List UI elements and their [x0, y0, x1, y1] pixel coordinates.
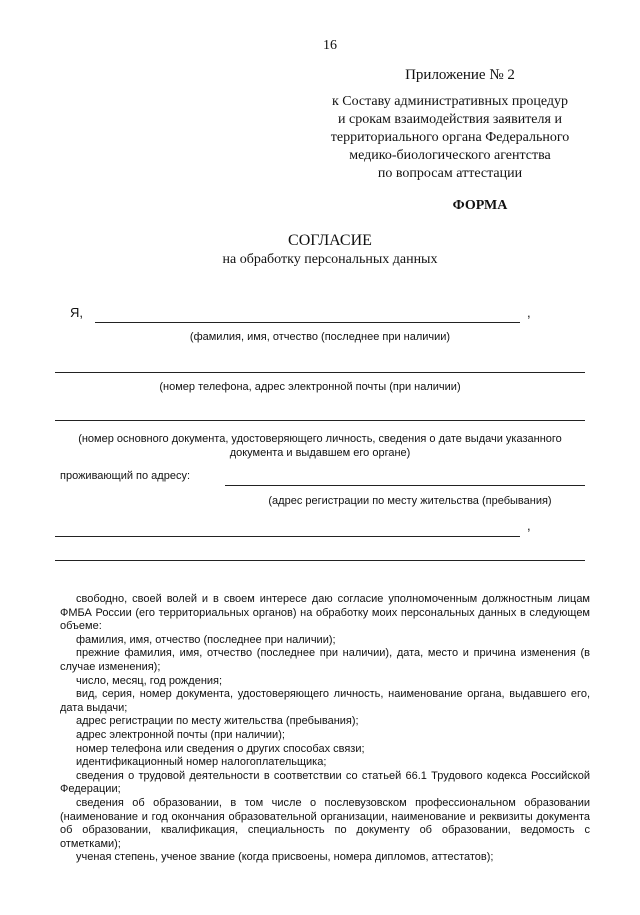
document-subtitle: на обработку персональных данных	[222, 252, 438, 267]
address-input-line-3[interactable]	[55, 560, 585, 561]
document-caption	[60, 432, 580, 460]
consent-paragraph: число, месяц, год рождения;	[76, 674, 223, 687]
form-label: ФОРМА	[452, 198, 508, 213]
document-caption-line: документа и выдавшем его органе)	[229, 447, 411, 459]
consent-body	[60, 593, 590, 865]
page-number: 16	[323, 38, 337, 53]
document-title: СОГЛАСИЕ	[288, 232, 372, 249]
address-input-line[interactable]	[225, 485, 585, 486]
consent-paragraph: адрес электронной почты (при наличии);	[76, 728, 285, 741]
fio-caption: (фамилия, имя, отчество (последнее при наличии)	[189, 331, 451, 343]
reference-line: по вопросам аттестации	[377, 166, 523, 181]
appendix-reference	[300, 93, 600, 183]
reference-line: медико-биологического агентства	[349, 148, 551, 163]
reference-line: территориального органа Федерального	[330, 130, 570, 145]
consent-paragraph: прежние фамилия, имя, отчество (последнее при наличии), дата, место и причина изменения (в случае изменения);	[60, 647, 590, 673]
fio-input-line[interactable]	[95, 322, 520, 323]
reference-line: к Составу административных процедур	[331, 94, 569, 109]
phone-input-line[interactable]	[55, 372, 585, 373]
consent-paragraph: сведения об образовании, в том числе о послевузовском профессиональном образовании (наименование и год окончания образовательной организации, наименование и реквизиты документа об образовании, квалификация, специальность по документу об образовании, ведомость с отметками);	[60, 796, 590, 850]
consent-paragraph: свободно, своей волей и в своем интересе даю согласие уполномоченным должностным лицам ФМБА России (его территориальных органов) на обработку моих персональных данных в следующем объеме:	[60, 593, 590, 633]
document-caption-line: (номер основного документа, удостоверяющего личность, сведения о дате выдачи указанного	[78, 433, 562, 445]
consent-paragraph: идентификационный номер налогоплательщика;	[76, 756, 327, 769]
address-input-line-2[interactable]	[55, 536, 520, 537]
address-comma: ,	[527, 518, 531, 533]
consent-paragraph: адрес регистрации по месту жительства (пребывания);	[76, 715, 359, 728]
consent-paragraph: фамилия, имя, отчество (последнее при наличии);	[76, 633, 336, 646]
fio-comma: ,	[527, 305, 531, 320]
consent-paragraph: сведения о трудовой деятельности в соответствии со статьей 66.1 Трудового кодекса Российской Федерации;	[60, 769, 590, 796]
consent-paragraph: вид, серия, номер документа, удостоверяющего личность, наименование органа, выдавшего его, дата выдачи;	[60, 688, 590, 714]
appendix-label: Приложение № 2	[405, 67, 515, 83]
document-input-line[interactable]	[55, 420, 585, 421]
ya-label: Я,	[70, 305, 83, 320]
phone-caption: (номер телефона, адрес электронной почты (при наличии)	[159, 381, 461, 393]
consent-paragraph: номер телефона или сведения о других способах связи;	[76, 742, 365, 755]
address-caption: (адрес регистрации по месту жительства (пребывания)	[268, 495, 552, 507]
reference-line: и срокам взаимодействия заявителя и	[338, 112, 562, 127]
address-label: проживающий по адресу:	[60, 470, 191, 482]
consent-paragraph: ученая степень, ученое звание (когда присвоены, номера дипломов, аттестатов);	[76, 851, 494, 864]
